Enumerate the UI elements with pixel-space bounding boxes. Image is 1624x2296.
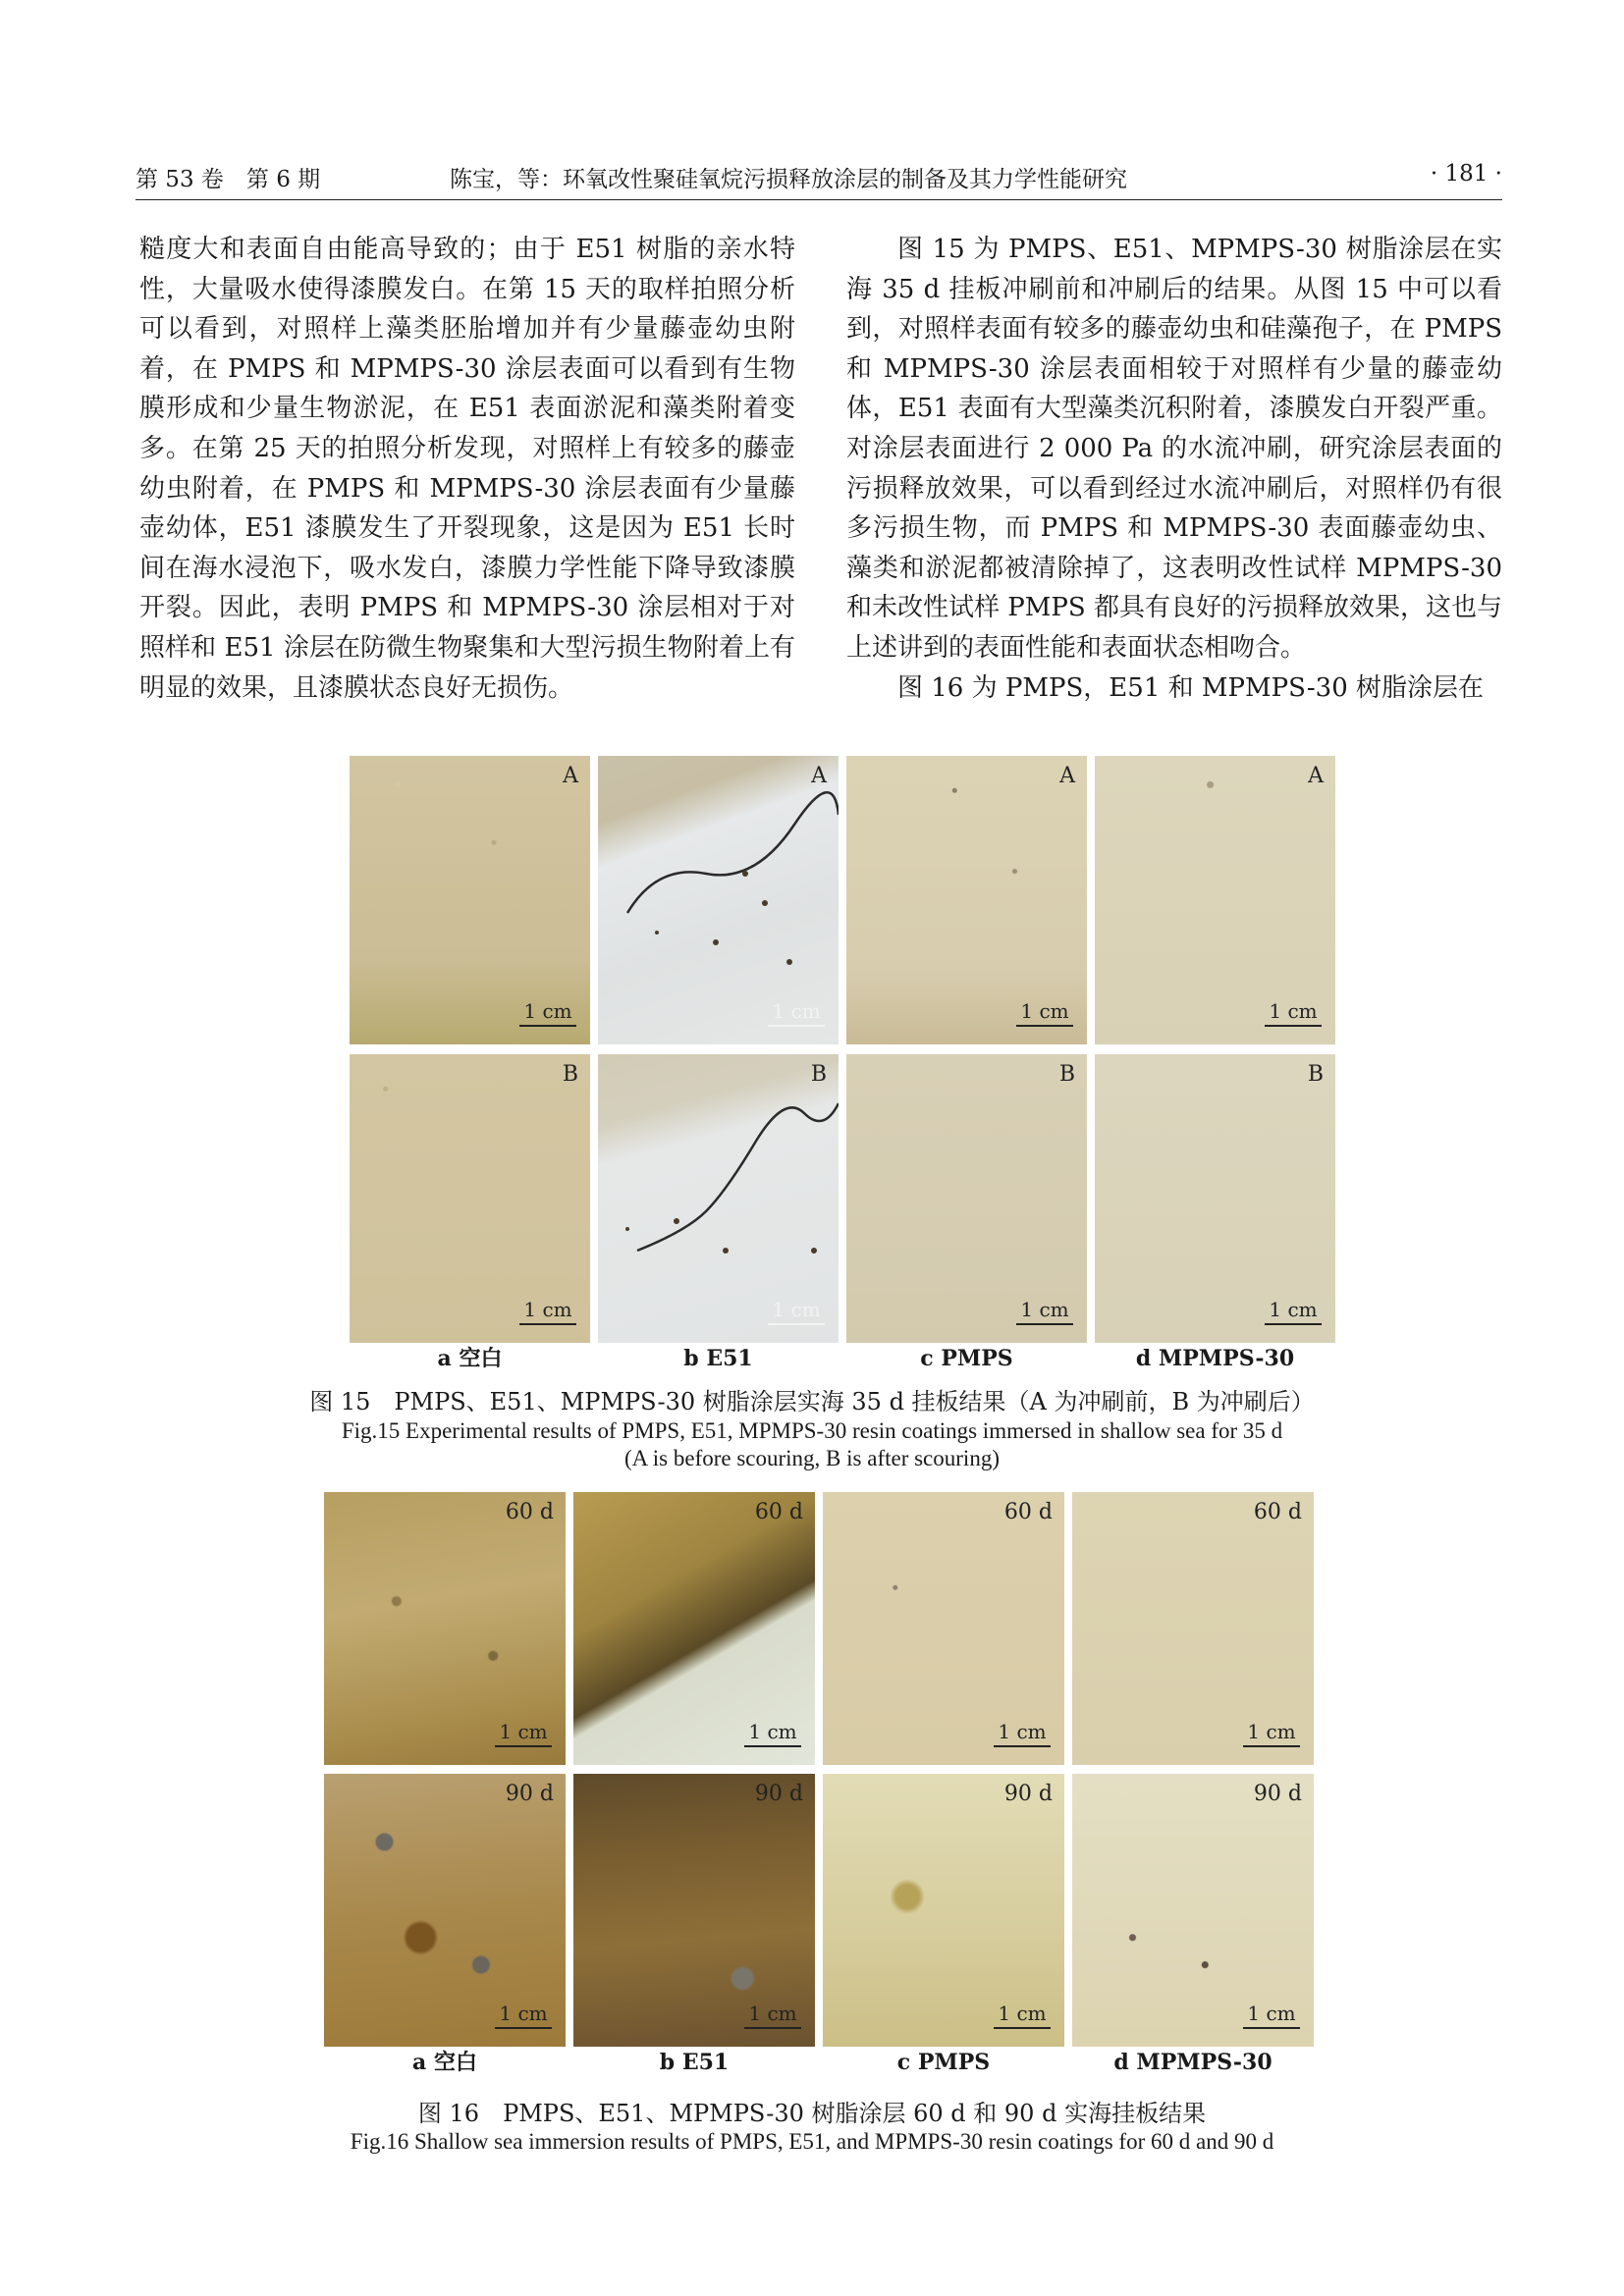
row-tag: 90 d	[505, 1782, 554, 1806]
scale-bar: 1 cm	[1243, 2002, 1300, 2029]
figure-15-caption-en-line1: Fig.15 Experimental results of PMPS, E51, MPMPS-30 resin coatings immersed in shallow sea for 35 d	[341, 1418, 1283, 1443]
page-number: · 181 ·	[1430, 161, 1502, 187]
sublabel-pmps: c PMPS	[920, 1346, 1013, 1371]
row-tag: 60 d	[505, 1500, 554, 1524]
row-tag: A	[563, 764, 578, 788]
row-tag: B	[562, 1062, 578, 1087]
row-tag: 90 d	[1003, 1782, 1053, 1806]
row-tag: 90 d	[1253, 1782, 1302, 1806]
row-tag: A	[811, 764, 827, 788]
fig16-panel-pmps-60d	[823, 1492, 1064, 1765]
scale-bar: 1 cm	[495, 2002, 552, 2029]
scale-bar: 1 cm	[1016, 1298, 1073, 1325]
scale-bar: 1 cm	[1265, 1298, 1322, 1325]
right-paragraph-fig16-start: 图 16 为 PMPS，E51 和 MPMPS-30 树脂涂层在	[897, 672, 1485, 703]
row-tag: 60 d	[754, 1500, 803, 1524]
fig15-panel-blank-before	[350, 756, 590, 1044]
journal-volume-issue: 第 53 卷 第 6 期	[135, 167, 321, 192]
scale-bar: 1 cm	[1243, 1720, 1300, 1747]
figure-15	[350, 756, 1347, 1374]
fig15-panel-mpmps-before	[1095, 756, 1335, 1044]
fig15-panel-pmps-after	[846, 1054, 1087, 1343]
scale-bar: 1 cm	[744, 1720, 801, 1747]
scale-bar: 1 cm	[994, 2002, 1051, 2029]
row-tag: 60 d	[1003, 1500, 1053, 1524]
scale-bar: 1 cm	[768, 999, 825, 1027]
row-tag: A	[1308, 764, 1324, 788]
fig16-panel-mpmps-90d	[1072, 1774, 1314, 2047]
sublabel-blank: a 空白	[412, 2050, 477, 2075]
scale-bar: 1 cm	[1265, 999, 1322, 1027]
scale-bar: 1 cm	[744, 2002, 801, 2029]
sublabel-e51: b E51	[659, 2050, 730, 2075]
scale-bar: 1 cm	[519, 1298, 576, 1325]
figure-15-grid	[350, 756, 1347, 1343]
row-tag: B	[1058, 1062, 1075, 1087]
row-tag: B	[810, 1062, 827, 1087]
scale-bar: 1 cm	[495, 1720, 552, 1747]
left-paragraph: 糙度大和表面自由能高导致的；由于 E51 树脂的亲水特性，大量吸水使得漆膜发白。在第 15 天的取样拍照分析可以看到，对照样上藻类胚胎增加并有少量藤壶幼虫附着，在 PMPS 和 MPMPS-30 涂层表面可以看到有生物膜形成和少量生物淤泥，在 E51 表面淤泥和藻类附着变多。在第 25 天的拍照分析发现，对照样上有较多的藤壶幼虫附着，在 PMPS 和 MPMPS-30 涂层表面有少量藤壶幼体，E51 漆膜发生了开裂现象，这是因为 E51 长时间在海水浸泡下，吸水发白，漆膜力学性能下降导致漆膜开裂。因此，表明 PMPS 和 MPMPS-30 涂层相对于对照样和 E51 涂层在防微生物聚集和大型污损生物附着上有明显的效果，且漆膜状态良好无损伤。	[139, 235, 795, 703]
figure-16-grid	[324, 1492, 1314, 2047]
fig15-panel-e51-before	[598, 756, 839, 1044]
sublabel-mpmps: d MPMPS-30	[1113, 2050, 1272, 2075]
sublabel-mpmps: d MPMPS-30	[1135, 1346, 1295, 1371]
figure-16-sublabels	[324, 2047, 1314, 2078]
scale-bar: 1 cm	[768, 1298, 825, 1325]
sublabel-e51: b E51	[683, 1346, 753, 1371]
header-rule	[135, 199, 1502, 200]
running-header	[135, 157, 1502, 196]
scale-bar: 1 cm	[519, 999, 576, 1027]
fig16-panel-mpmps-60d	[1072, 1492, 1314, 1765]
scale-bar: 1 cm	[1016, 999, 1073, 1027]
figure-16-caption-en: Fig.16 Shallow sea immersion results of PMPS, E51, and MPMPS-30 resin coatings for 60 d and 90 d	[350, 2129, 1274, 2154]
sublabel-pmps: c PMPS	[896, 2050, 991, 2075]
figure-16	[324, 1492, 1314, 2078]
fig16-panel-pmps-90d	[823, 1774, 1064, 2047]
sublabel-blank: a 空白	[437, 1346, 503, 1371]
left-column	[139, 230, 795, 708]
fig16-panel-blank-60d	[324, 1492, 566, 1765]
fig16-panel-e51-90d	[573, 1774, 815, 2047]
right-paragraph-fig15: 图 15 为 PMPS、E51、MPMPS-30 树脂涂层在实海 35 d 挂板冲刷前和冲刷后的结果。从图 15 中可以看到，对照样表面有较多的藤壶幼虫和硅藻孢子，在 PMPS 和 MPMPS-30 涂层表面相较于对照样有少量的藤壶幼体，E51 表面有大型藻类沉积附着，漆膜发白开裂严重。对涂层表面进行 2 000 Pa 的水流冲刷，研究涂层表面的污损释放效果，可以看到经过水流冲刷后，对照样仍有很多污损生物，而 PMPS 和 MPMPS-30 表面藤壶幼虫、藻类和淤泥都被清除掉了，这表明改性试样 MPMPS-30 和未改性试样 PMPS 都具有良好的污损释放效果，这也与上述讲到的表面性能和表面状态相吻合。	[846, 235, 1502, 663]
row-tag: 60 d	[1253, 1500, 1302, 1524]
fig15-panel-e51-after	[598, 1054, 839, 1343]
fig16-panel-blank-90d	[324, 1774, 566, 2047]
figure-15-caption-en-line2: (A is before scouring, B is after scouring)	[624, 1446, 1000, 1470]
row-tag: B	[1307, 1062, 1324, 1087]
fig15-panel-blank-after	[350, 1054, 590, 1343]
scale-bar: 1 cm	[994, 1720, 1051, 1747]
fig15-panel-pmps-before	[846, 756, 1087, 1044]
right-column	[846, 230, 1502, 708]
fig15-panel-mpmps-after	[1095, 1054, 1335, 1343]
row-tag: A	[1059, 764, 1075, 788]
article-running-title: 陈宝，等：环氧改性聚硅氧烷污损释放涂层的制备及其力学性能研究	[450, 167, 1127, 192]
row-tag: 90 d	[754, 1782, 803, 1806]
fig16-panel-e51-60d	[573, 1492, 815, 1765]
figure-15-sublabels	[350, 1343, 1347, 1374]
figure-16-caption-cn: 图 16 PMPS、E51、MPMPS-30 树脂涂层 60 d 和 90 d 实海挂板结果	[417, 2100, 1207, 2127]
figure-15-caption-cn: 图 15 PMPS、E51、MPMPS-30 树脂涂层实海 35 d 挂板结果（A 为冲刷前，B 为冲刷后）	[309, 1388, 1315, 1415]
